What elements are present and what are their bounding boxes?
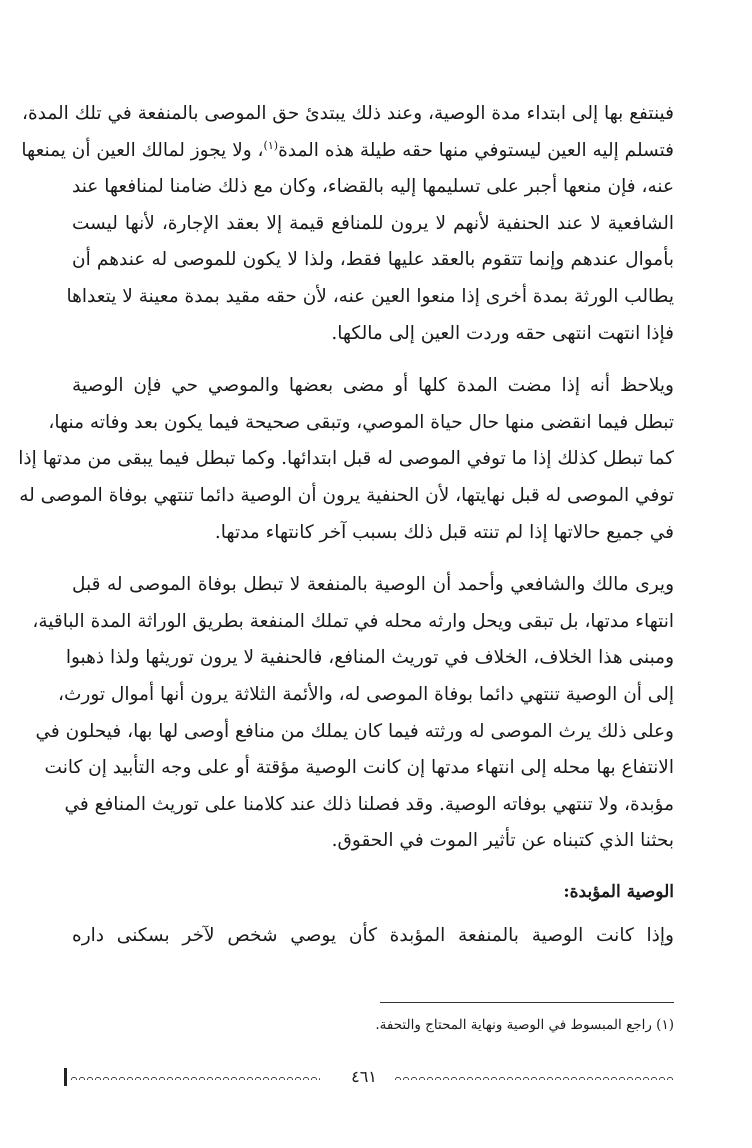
text-line: بأموال عندهم وإنما تتقوم بالعقد عليها فقط، ولذا لا يكون للموصى له عندهم أن xyxy=(72,249,674,271)
text-line: الانتفاع بها محله إلى انتهاء مدتها إن كانت الوصية مؤقتة أو على وجه التأبيد إن كانت xyxy=(44,757,674,779)
text-line: ويلاحظ أنه إذا مضت المدة كلها أو مضى بعضها والموصي حي فإن الوصية xyxy=(72,375,674,397)
text-line: ومبنى هذا الخلاف، الخلاف في توريث المنافع، فالحنفية لا يرون توريثها ولذا ذهبوا xyxy=(65,647,674,669)
footnote-text: (١) راجع المبسوط في الوصية ونهاية المحتاج والتحفة. xyxy=(375,1017,674,1033)
page-body xyxy=(18,96,674,954)
text-line: إلى أن الوصية تنتهي دائما بوفاة الموصى له، والأئمة الثلاثة يرون أنها أموال تورث، xyxy=(58,683,674,705)
text-fragment: فتسلم إليه العين ليستوفي منها حقه طيلة هذه المدة xyxy=(278,139,674,161)
footnote-divider xyxy=(380,1002,674,1003)
text-line: يطالب الورثة بمدة أخرى إذا منعوا العين عنه، لأن حقه مقيد بمدة معينة لا يتعداها xyxy=(66,285,674,307)
paragraph-1 xyxy=(21,96,674,352)
paragraph-2 xyxy=(18,368,674,551)
text-line: كما تبطل كذلك إذا ما توفي الموصى له قبل ابتدائها. وكما تبطل فيما يبقى من مدتها إذا xyxy=(18,448,674,470)
text-line: مؤبدة، ولا تنتهي بوفاته الوصية. وقد فصلنا ذلك عند كلامنا على توريث المنافع في xyxy=(64,793,674,815)
text-line: وإذا كانت الوصية بالمنفعة المؤبدة كأن يوصي شخص لآخر بسكنى داره xyxy=(72,924,674,946)
text-line: تبطل فيما انقضى منها حال حياة الموصي، وتبقى صحيحة فيما يكون بعد وفاته منها، xyxy=(48,411,674,433)
text-line: توفي الموصى له قبل نهايتها، لأن الحنفية يرون أن الوصية دائما تنتهي بوفاة الموصى له xyxy=(19,484,674,506)
footnote-marker[interactable]: (١) xyxy=(263,138,279,152)
text-line-with-footnote xyxy=(21,133,674,170)
section-heading: الوصية المؤبدة: xyxy=(563,881,674,902)
text-line: انتهاء مدتها، بل تبقى ويحل وارثه محله في تملك المنفعة بطريق الوراثة المدة الباقية، xyxy=(32,610,674,632)
footer-wave-ornament xyxy=(70,1074,320,1080)
text-line: في جميع حالاتها إذا لم تنته قبل ذلك بسبب آخر كانتهاء مدتها. xyxy=(214,521,674,543)
footer-wave-ornament xyxy=(394,1074,674,1080)
text-fragment: ، ولا يجوز لمالك العين أن يمنعها xyxy=(21,139,264,161)
page-footer xyxy=(64,1066,674,1088)
text-line: ويرى مالك والشافعي وأحمد أن الوصية بالمنفعة لا تبطل بوفاة الموصى له قبل xyxy=(72,574,674,596)
text-line: الشافعية لا عند الحنفية لأنهم لا يرون للمنافع قيمة إلا بعقد الإجارة، لأنها ليست xyxy=(72,212,674,234)
footer-bar-ornament xyxy=(64,1068,67,1086)
text-line: فإذا انتهت انتهى حقه وردت العين إلى مالكها. xyxy=(331,322,674,344)
text-line: عنه، فإن منعها أجبر على تسليمها إليه بالقضاء، وكان مع ذلك ضامنا لمنافعها عند xyxy=(72,176,674,198)
page-number: ٤٦١ xyxy=(351,1067,377,1086)
text-line: بحثنا الذي كتبناه عن تأثير الموت في الحقوق. xyxy=(331,830,674,852)
paragraph-3 xyxy=(32,567,674,860)
text-line: فينتفع بها إلى ابتداء مدة الوصية، وعند ذلك يبتدئ حق الموصى بالمنفعة في تلك المدة، xyxy=(21,103,674,124)
paragraph-4 xyxy=(72,918,674,955)
text-line: وعلى ذلك يرث الموصى له ورثته فيما كان يملك من منافع أوصى لها بها، فيحلون في xyxy=(35,720,674,742)
